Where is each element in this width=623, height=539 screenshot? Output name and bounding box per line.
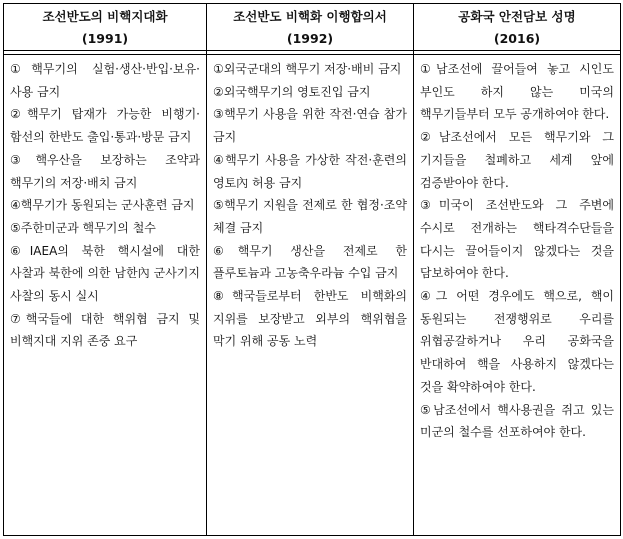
column-header-2016	[414, 4, 621, 51]
body-row	[4, 55, 621, 536]
list-item: ⑤주한미군과 핵무기의 철수	[10, 220, 156, 235]
column-year: (1991)	[81, 31, 129, 46]
header-row	[4, 4, 621, 51]
list-item: ②외국핵무기의 영토진입 금지	[213, 84, 371, 99]
column-title: 공화국 안전담보 성명	[458, 9, 576, 24]
list-item: ②핵무기 탑재가 가능한 비행기·함선의 한반도 출입·통과·방문 금지	[10, 107, 200, 145]
list-item: ③미국이 조선반도와 그 주변에 수시로 전개하는 핵타격수단들을 다시는 끌어들이지 않겠다는 것을 담보하여야 한다.	[420, 198, 614, 281]
column-body-1992	[207, 55, 414, 536]
list-item: ⑥핵무기 생산을 전제로 한 플루토늄과 고농축우라늄 수입 금지	[213, 243, 407, 281]
column-year: (2016)	[493, 31, 541, 46]
column-header-1991	[4, 4, 207, 51]
column-body-2016	[414, 55, 621, 536]
list-item: ⑥IAEA의 북한 핵시설에 대한 사찰과 북한에 의한 남한內 군사기지 사찰의 동시 실시	[10, 243, 200, 304]
list-item: ④핵무기가 동원되는 군사훈련 금지	[10, 198, 195, 213]
column-title: 조선반도의 비핵지대화	[42, 9, 168, 24]
list-item: ⑧핵국들로부터 한반도 비핵화의 지위를 보장받고 외부의 핵위협을 막기 위해 공동 노력	[213, 289, 407, 349]
list-item: ②남조선에서 모든 핵무기와 그 기지들을 철폐하고 세계 앞에 검증받아야 한다.	[420, 130, 614, 190]
list-item: ①핵무기의 실험·생산·반입·보유·사용 금지	[10, 62, 200, 99]
column-year: (1992)	[286, 31, 334, 46]
denuclearization-comparison-table	[3, 3, 621, 536]
list-item: ①남조선에 끌어들여 놓고 시인도 부인도 하지 않는 미국의 핵무기들부터 모두 공개하여야 한다.	[420, 62, 614, 122]
comparison-table-container	[3, 3, 620, 536]
list-item: ①외국군대의 핵무기 저장·배비 금지	[213, 62, 402, 76]
column-body-1991	[4, 55, 207, 536]
list-item: ③핵우산을 보장하는 조약과 핵무기의 저장·배치 금지	[10, 152, 200, 190]
list-item: ④핵무기 사용을 가상한 작전·훈련의 영토內 허용 금지	[213, 152, 407, 190]
list-item: ③핵무기 사용을 위한 작전·연습 참가 금지	[213, 107, 407, 145]
list-item: ⑤핵무기 지원을 전제로 한 협정·조약 체결 금지	[213, 198, 407, 235]
column-title: 조선반도 비핵화 이행합의서	[233, 9, 387, 24]
list-item: ⑦핵국들에 대한 핵위협 금지 및 비핵지대 지위 존중 요구	[10, 311, 200, 349]
column-header-1992	[207, 4, 414, 51]
list-item: ⑤남조선에서 핵사용권을 쥐고 있는 미군의 철수를 선포하여야 한다.	[420, 402, 614, 440]
list-item: ④그 어떤 경우에도 핵으로, 핵이 동원되는 전쟁행위로 우리를 위협공갈하거나 우리 공화국을 반대하여 핵을 사용하지 않겠다는 것을 확약하여야 한다.	[420, 289, 614, 394]
